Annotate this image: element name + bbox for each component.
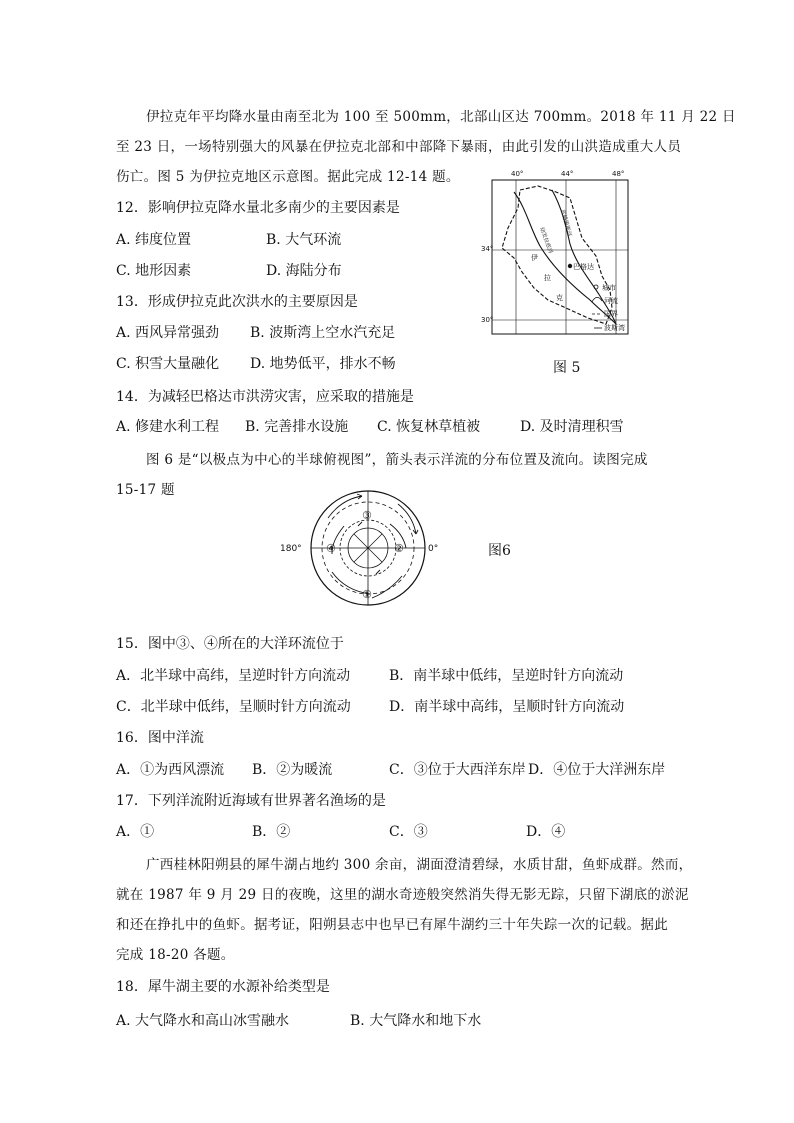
intro3-line1: 广西桂林阳朔县的犀牛湖占地约 300 余亩，湖面澄清碧绿，水质甘甜，鱼虾成群。然而， xyxy=(146,857,693,873)
map-figure-5 xyxy=(478,168,636,340)
q14-option-a: A. 修建水利工程 xyxy=(116,419,220,435)
q16-option-d: D．④位于大洋洲东岸 xyxy=(528,762,666,778)
intro3-line3: 和还在挣扎中的鱼虾。据考证，阳朔县志中也早已有犀牛湖约三十年失踪一次的记载。据此 xyxy=(116,917,668,933)
fig6-right-label: 0° xyxy=(428,544,439,554)
q13-option-d: D. 地势低平，排水不畅 xyxy=(250,356,396,372)
fig6-marker-3: ③ xyxy=(362,509,372,522)
q13-option-a: A. 西风异常强劲 xyxy=(116,325,220,341)
map-country-char-3: 克 xyxy=(556,294,563,302)
q12-option-a: A. 纬度位置 xyxy=(116,232,192,248)
figure5-caption: 图 5 xyxy=(553,360,581,376)
q13-option-b: B. 波斯湾上空水汽充足 xyxy=(250,325,396,341)
q15-option-a: A．北半球中高纬，呈逆时针方向流动 xyxy=(116,668,351,684)
q12-option-d: D. 海陆分布 xyxy=(266,263,342,279)
figure-6-polar-view xyxy=(280,488,460,613)
fig6-marker-4: ④ xyxy=(326,542,336,555)
q15-option-c: C．北半球中低纬，呈顺时针方向流动 xyxy=(116,699,351,715)
q12-option-b: B. 大气环流 xyxy=(266,232,342,248)
intro2-line2: 15-17 题 xyxy=(116,482,175,498)
q16-option-a: A．①为西风漂流 xyxy=(116,762,225,778)
intro1-line2: 至 23 日，一场特别强大的风暴在伊拉克北部和中部降下暴雨，由此引发的山洪造成重大人员 xyxy=(116,139,682,155)
map-lon-40: 40° xyxy=(511,170,524,178)
fig6-marker-2: ② xyxy=(394,542,404,555)
q18-stem: 18．犀牛湖主要的水源补给类型是 xyxy=(116,979,330,995)
q16-option-b: B．②为暖流 xyxy=(252,762,333,778)
q18-option-b: B. 大气降水和地下水 xyxy=(350,1013,482,1029)
intro1-line1: 伊拉克年平均降水量由南至北为 100 至 500mm，北部山区达 700mm。2018 年 11 月 22 日 xyxy=(146,109,736,125)
fig6-marker-1: ① xyxy=(362,588,372,601)
fig6-arrow-se xyxy=(372,576,402,598)
map-lat-34: 34° xyxy=(481,245,494,253)
legend-gulf-label: 波斯湾 xyxy=(604,324,625,332)
map-lat-30: 30° xyxy=(481,316,494,324)
q12-option-c: C. 地形因素 xyxy=(116,263,192,279)
map-lon-44: 44° xyxy=(561,170,574,178)
q16-option-c: C．③位于大西洋东岸 xyxy=(389,762,526,778)
q12-stem: 12．影响伊拉克降水量北多南少的主要因素是 xyxy=(116,200,400,216)
q15-option-d: D．南半球中高纬，呈顺时针方向流动 xyxy=(389,699,625,715)
intro3-line4: 完成 18-20 各题。 xyxy=(116,947,235,963)
q17-option-d: D．④ xyxy=(526,824,566,840)
figure6-caption: 图6 xyxy=(488,543,511,559)
legend-city-label: 城市 xyxy=(602,284,616,292)
q14-stem: 14．为减轻巴格达市洪涝灾害，应采取的措施是 xyxy=(116,389,414,405)
fig6-left-label: 180° xyxy=(280,544,302,554)
q17-option-a: A．① xyxy=(116,824,155,840)
fig6-arrow-nw xyxy=(328,496,362,518)
fig6-arrow-ne xyxy=(398,504,416,534)
q14-option-d: D. 及时清理积雪 xyxy=(520,419,624,435)
q18-option-a: A. 大气降水和高山冰雪融水 xyxy=(116,1013,290,1029)
intro1-line3: 伤亡。图 5 为伊拉克地区示意图。据此完成 12-14 题。 xyxy=(116,169,460,185)
map-river1-label: 幼发拉底河 xyxy=(538,226,554,255)
q14-option-b: B. 完善排水设施 xyxy=(245,419,349,435)
map-country-char-2: 拉 xyxy=(544,274,551,282)
q17-option-b: B．② xyxy=(252,824,291,840)
map-city-label: 巴格达 xyxy=(573,263,594,271)
intro2-line1: 图 6 是“以极点为中心的半球俯视图”，箭头表示洋流的分布位置及流向。读图完成 xyxy=(146,452,648,468)
intro3-line2: 就在 1987 年 9 月 29 日的夜晚，这里的湖水奇迹般突然消失得无影无踪，只留下湖底的淤泥 xyxy=(116,887,689,903)
q13-option-c: C. 积雪大量融化 xyxy=(116,356,220,372)
legend-river-label: 河流 xyxy=(604,297,618,305)
iraq-border xyxy=(502,186,612,324)
q16-stem: 16．图中洋流 xyxy=(116,730,204,746)
legend-border-label: 国界 xyxy=(604,310,618,318)
legend-river-icon xyxy=(592,297,602,302)
q17-stem: 17．下列洋流附近海域有世界著名渔场的是 xyxy=(116,793,386,809)
map-lon-48: 48° xyxy=(612,170,625,178)
map-river2-label: 底格里斯河 xyxy=(559,208,572,238)
fig6-arrow-inner-small-1 xyxy=(358,522,362,526)
q13-stem: 13．形成伊拉克此次洪水的主要原因是 xyxy=(116,294,358,310)
q15-stem: 15．图中③、④所在的大洋环流位于 xyxy=(116,636,344,652)
baghdad-city-marker xyxy=(568,264,572,268)
q14-option-c: C. 恢复林草植被 xyxy=(377,419,481,435)
q17-option-c: C．③ xyxy=(389,824,428,840)
map-country-char-1: 伊 xyxy=(531,254,538,262)
q15-option-b: B．南半球中低纬，呈逆时针方向流动 xyxy=(389,668,624,684)
